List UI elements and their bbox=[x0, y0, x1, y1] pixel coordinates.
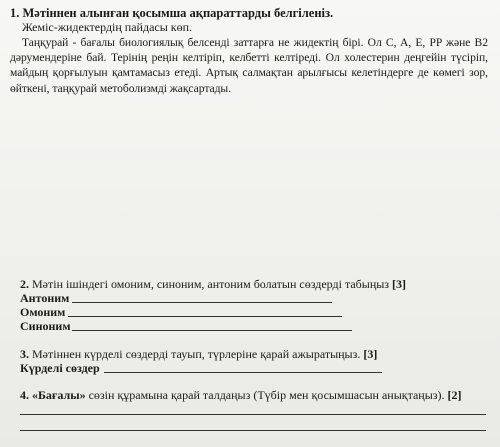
homonym-answer-line[interactable] bbox=[68, 316, 342, 317]
question-1-instruction: Мәтіннен алынған қосымша ақпараттарды белгіленіз. bbox=[22, 6, 334, 20]
homonym-label: Омоним bbox=[20, 305, 66, 319]
question-4-answer-line-1[interactable] bbox=[20, 414, 486, 415]
question-2-number: 2. bbox=[20, 277, 29, 291]
question-4-answer-line-2[interactable] bbox=[20, 430, 486, 431]
question-4-points: [2] bbox=[447, 388, 462, 402]
question-2-points: [3] bbox=[392, 277, 407, 291]
question-2-instruction: Мәтін ішіндегі омоним, синоним, антоним болатын сөздерді табыңыз bbox=[32, 277, 390, 291]
antonym-label: Антоним bbox=[20, 291, 70, 305]
question-4-instruction: сөзін құрамына қарай талдаңыз (Түбір мен қосымшасын анықтаңыз). bbox=[88, 388, 445, 402]
text-paragraph: Таңқурай - бағалы биологиялық белсенді заттарға не жидектің бірі. Ол C, A, E, PP және B2 дәрумендеріне бай. Терінің реңін келтіріп, келбетті келтіреді. Ол холестерин деңгейін түсіріп, майдың қорғылуын қамтамасыз етеді. Артық салмақтан арылғысы келетіндерге де көмегі зор, өйткені, таңқурай метоболизмді жақсартады. bbox=[10, 36, 488, 95]
question-1-number: 1. bbox=[10, 6, 20, 20]
question-3-title bbox=[20, 347, 377, 362]
question-3-number: 3. bbox=[20, 347, 29, 361]
synonym-answer-line[interactable] bbox=[72, 330, 352, 331]
synonym-label: Синоним bbox=[20, 319, 71, 333]
compound-words-answer-line[interactable] bbox=[104, 372, 382, 373]
question-3-instruction: Мәтіннен күрделі сөздерді тауып, түрлеріне қарай ажыратыңыз. bbox=[32, 347, 361, 361]
antonym-answer-line[interactable] bbox=[72, 302, 332, 303]
compound-words-label: Күрделі сөздер bbox=[20, 361, 100, 375]
question-4-number: 4. bbox=[20, 388, 29, 402]
question-4-keyword: «Бағалы» bbox=[32, 388, 86, 402]
question-1-title bbox=[10, 6, 333, 21]
question-4-title bbox=[20, 388, 462, 403]
question-3-points: [3] bbox=[363, 347, 378, 361]
text-subtitle: Жеміс-жидектердің пайдасы көп. bbox=[22, 20, 193, 34]
question-2-title bbox=[20, 277, 406, 292]
